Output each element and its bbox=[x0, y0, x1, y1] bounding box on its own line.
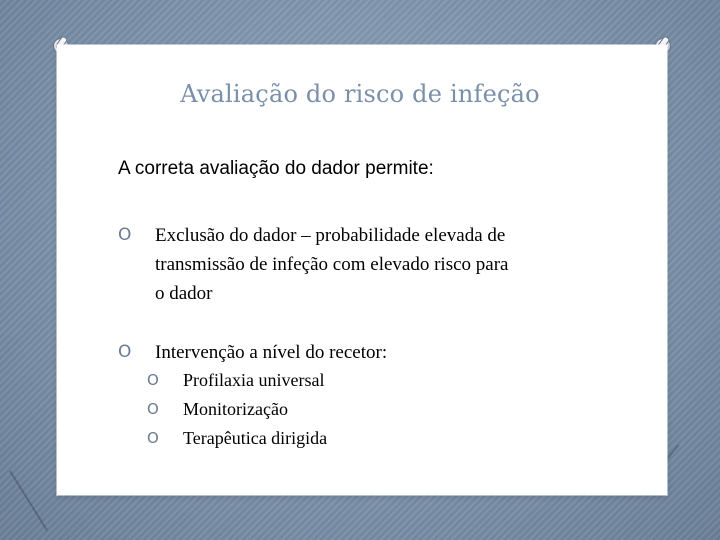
bullet-exclusion bbox=[155, 221, 615, 308]
sub-item-monitorizacao: Monitorização bbox=[183, 399, 288, 419]
sub-item-terapeutica: Terapêutica dirigida bbox=[183, 428, 328, 448]
sub-bullet-marker: O bbox=[147, 429, 159, 447]
bullet-intervention: Intervenção a nível do recetor: bbox=[155, 342, 388, 363]
bullet-line: o dador bbox=[155, 283, 213, 304]
sub-item-profilaxia: Profilaxia universal bbox=[183, 370, 325, 390]
bullet-marker: O bbox=[118, 225, 132, 245]
bullet-line: transmissão de infeção com elevado risco para bbox=[155, 254, 509, 275]
sub-bullet-marker: O bbox=[147, 371, 159, 389]
bullet-line: Exclusão do dador – probabilidade elevada de bbox=[155, 225, 506, 246]
sub-bullet-marker: O bbox=[147, 400, 159, 418]
decorative-scratch bbox=[9, 470, 48, 530]
bullet-marker: O bbox=[118, 342, 132, 362]
slide-title: Avaliação do risco de infeção bbox=[180, 80, 540, 108]
intro-text: A correta avaliação do dador permite: bbox=[118, 158, 434, 179]
